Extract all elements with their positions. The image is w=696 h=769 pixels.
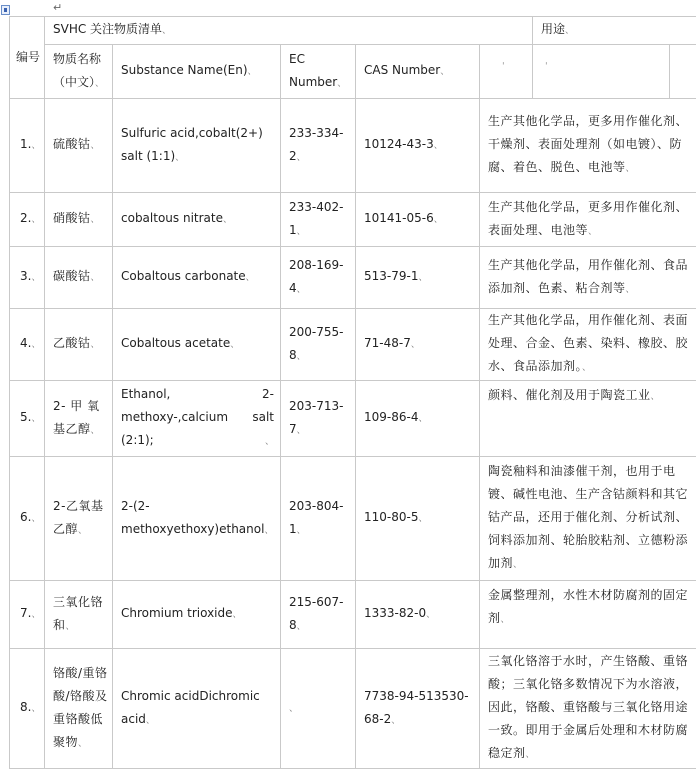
substance-name-cn: 三氧化铬和: [53, 595, 103, 632]
header-row-1: [10, 17, 696, 45]
substance-name-cn-cell: 铬酸/重铬酸/铬酸及重铬酸低聚物、: [45, 649, 113, 769]
ec-number: 233-334-2: [289, 126, 343, 163]
cas-number-cell: 109-86-4、: [356, 381, 480, 457]
usage-cell: 三氧化铬溶于水时，产生铬酸、重铬酸；三氧化铬多数情况下为水溶液，因此，铬酸、重铬酸与三氧化铬用途一致。即用于金属后处理和木材防腐稳定剂、: [480, 649, 696, 769]
substance-name-cn: 2-乙氧基乙醇: [53, 499, 103, 536]
substance-name-cn-cell: 硫酸钴、: [45, 99, 113, 193]
cas-number: 10124-43-3: [364, 137, 434, 151]
header-empty-cell: [670, 45, 696, 99]
usage: 生产其他化学品，用作催化剂、表面处理、合金、色素、染料、橡胶、胶水、食品添加剂。: [488, 313, 688, 373]
cas-number-cell: 513-79-1、: [356, 247, 480, 309]
usage-cell: 陶瓷釉料和油漆催干剂，也用于电镀、碱性电池、生产含钴颜料和其它钴产品，还用于催化剂、分析试剂、饲料添加剂、轮胎胶粘剂、立德粉添加剂、: [480, 457, 696, 581]
group-title: SVHC 关注物质清单: [53, 22, 162, 36]
row-number-cell: 4.、: [10, 309, 45, 381]
substance-name-en-cell: Ethanol, 2-methoxy-,calcium salt (2:1);、: [113, 381, 281, 457]
substance-name-en-cell: cobaltous nitrate、: [113, 193, 281, 247]
substance-name-en: Chromic acidDichromic acid: [121, 689, 260, 726]
substance-name-cn: 铬酸/重铬酸/铬酸及重铬酸低聚物: [53, 666, 108, 749]
table-row: [10, 99, 696, 193]
row-number-cell: 3.、: [10, 247, 45, 309]
table-row: [10, 309, 696, 381]
substance-name-cn: 硫酸钴: [53, 137, 91, 151]
substance-name-cn-cell: 乙酸钴、: [45, 309, 113, 381]
substance-name-en-cell: 2-(2-methoxyethoxy)ethanol、: [113, 457, 281, 581]
table-row: [10, 457, 696, 581]
substance-name-en-cell: Cobaltous carbonate、: [113, 247, 281, 309]
row-number-cell: 8.、: [10, 649, 45, 769]
row-number: 4.: [20, 336, 31, 350]
table-row: [10, 247, 696, 309]
usage-cell: 生产其他化学品，更多用作催化剂、干燥剂、表面处理剂（如电镀）、防腐、着色、脱色、电池等、: [480, 99, 696, 193]
ec-number-cell: 233-334-2、: [281, 99, 356, 193]
row-number-cell: 5.、: [10, 381, 45, 457]
usage-cell: 金属整理剂，水性木材防腐剂的固定剂、: [480, 581, 696, 649]
usage: 陶瓷釉料和油漆催干剂，也用于电镀、碱性电池、生产含钴颜料和其它钴产品，还用于催化剂、分析试剂、饲料添加剂、轮胎胶粘剂、立德粉添加剂: [488, 464, 688, 570]
paragraph-mark: ↵: [53, 1, 62, 14]
usage-title: 用途: [541, 22, 565, 36]
substance-name-cn-cell: 碳酸钴、: [45, 247, 113, 309]
cas-number: 1333-82-0: [364, 606, 426, 620]
cas-number: 71-48-7: [364, 336, 411, 350]
substance-name-cn: 硝酸钴: [53, 211, 91, 225]
substance-name-en: Cobaltous carbonate: [121, 269, 246, 283]
substance-name-cn-cell: 2-乙氧基乙醇、: [45, 457, 113, 581]
substance-name-en: Ethanol, 2-methoxy-,calcium salt (2:1);: [121, 387, 274, 447]
usage: 金属整理剂，水性木材防腐剂的固定剂: [488, 588, 688, 625]
ec-number: 215-607-8: [289, 595, 343, 632]
ec-number: 203-804-1: [289, 499, 343, 536]
usage-cell: 颜料、催化剂及用于陶瓷工业、: [480, 381, 696, 457]
substance-name-cn: 2- 甲 氧基乙醇: [53, 399, 100, 436]
substance-name-en-cell: Chromic acidDichromic acid、: [113, 649, 281, 769]
row-number: 5.: [20, 410, 31, 424]
ec-number: 208-169-4: [289, 258, 343, 295]
usage-cell: 生产其他化学品，用作催化剂、食品添加剂、色素、粘合剂等、: [480, 247, 696, 309]
row-number: 8.: [20, 700, 31, 714]
ec-number-cell: 208-169-4、: [281, 247, 356, 309]
usage-title-cell: 用途、: [533, 17, 696, 45]
ec-number-cell: 215-607-8、: [281, 581, 356, 649]
id-header: 编号: [16, 50, 40, 64]
row-number-cell: 1.、: [10, 99, 45, 193]
cas-number-cell: 110-80-5、: [356, 457, 480, 581]
row-number-cell: 6.、: [10, 457, 45, 581]
table-row: [10, 193, 696, 247]
cas-number: 110-80-5: [364, 510, 418, 524]
header-row-2: [10, 45, 696, 99]
substance-name-cn: 碳酸钴: [53, 269, 91, 283]
substance-name-en: Cobaltous acetate: [121, 336, 230, 350]
ec-number: 233-402-1: [289, 200, 343, 237]
cas-number: 10141-05-6: [364, 211, 434, 225]
substance-name-en: Chromium trioxide: [121, 606, 233, 620]
col-header-cas: CAS Number、: [356, 45, 480, 99]
row-number: 1.: [20, 137, 31, 151]
col-header-ec: EC Number、: [281, 45, 356, 99]
substance-name-cn-cell: 2- 甲 氧基乙醇、: [45, 381, 113, 457]
usage: 生产其他化学品，更多用作催化剂、表面处理、电池等: [488, 200, 688, 237]
group-title-cell: SVHC 关注物质清单、: [45, 17, 533, 45]
cas-number-cell: 7738-94-513530-68-2、: [356, 649, 480, 769]
row-number: 6.: [20, 510, 31, 524]
cas-number-cell: 71-48-7、: [356, 309, 480, 381]
substance-name-en-cell: Sulfuric acid,cobalt(2+) salt (1:1)、: [113, 99, 281, 193]
table-row: [10, 649, 696, 769]
cas-number-cell: 10141-05-6、: [356, 193, 480, 247]
usage-cell: 生产其他化学品，更多用作催化剂、表面处理、电池等、: [480, 193, 696, 247]
substance-name-en: Sulfuric acid,cobalt(2+) salt (1:1): [121, 126, 263, 163]
cas-number-cell: 10124-43-3、: [356, 99, 480, 193]
row-number: 7.: [20, 606, 31, 620]
col-header-en: Substance Name(En)、: [113, 45, 281, 99]
usage-cell: 生产其他化学品，用作催化剂、表面处理、合金、色素、染料、橡胶、胶水、食品添加剂。、: [480, 309, 696, 381]
cas-number: 7738-94-513530-68-2: [364, 689, 469, 726]
ec-number-cell: 203-804-1、: [281, 457, 356, 581]
header-empty-cell: ˌ: [480, 45, 533, 99]
usage: 生产其他化学品，更多用作催化剂、干燥剂、表面处理剂（如电镀）、防腐、着色、脱色、电池等: [488, 114, 688, 174]
substance-name-cn: 乙酸钴: [53, 336, 91, 350]
header-empty-cell: ˌ: [533, 45, 670, 99]
cas-number: 109-86-4: [364, 410, 418, 424]
substance-name-en-cell: Cobaltous acetate、: [113, 309, 281, 381]
ec-number-cell: 203-713-7、: [281, 381, 356, 457]
usage: 生产其他化学品，用作催化剂、食品添加剂、色素、粘合剂等: [488, 258, 688, 295]
substance-name-cn-cell: 三氧化铬和、: [45, 581, 113, 649]
usage: 三氧化铬溶于水时，产生铬酸、重铬酸；三氧化铬多数情况下为水溶液，因此，铬酸、重铬酸与三氧化铬用途一致。即用于金属后处理和木材防腐稳定剂: [488, 654, 688, 760]
row-number-cell: 7.、: [10, 581, 45, 649]
usage: 颜料、催化剂及用于陶瓷工业: [488, 388, 651, 402]
id-header-cell: [10, 17, 45, 99]
ec-number-cell: 233-402-1、: [281, 193, 356, 247]
row-number: 3.: [20, 269, 31, 283]
ec-number-cell: 、: [281, 649, 356, 769]
substance-name-cn-cell: 硝酸钴、: [45, 193, 113, 247]
row-number: 2.: [20, 211, 31, 225]
col-header-cn: 物质名称（中文）、: [45, 45, 113, 99]
substance-name-en: 2-(2-methoxyethoxy)ethanol: [121, 499, 264, 536]
substance-name-en: cobaltous nitrate: [121, 211, 223, 225]
table-move-handle-icon[interactable]: [1, 5, 10, 15]
cas-number: 513-79-1: [364, 269, 418, 283]
ec-number: 200-755-8: [289, 325, 343, 362]
svhc-table: [9, 16, 696, 769]
ec-number: 203-713-7: [289, 399, 343, 436]
table-row: [10, 581, 696, 649]
table-row: [10, 381, 696, 457]
row-number-cell: 2.、: [10, 193, 45, 247]
cas-number-cell: 1333-82-0、: [356, 581, 480, 649]
ec-number-cell: 200-755-8、: [281, 309, 356, 381]
substance-name-en-cell: Chromium trioxide、: [113, 581, 281, 649]
